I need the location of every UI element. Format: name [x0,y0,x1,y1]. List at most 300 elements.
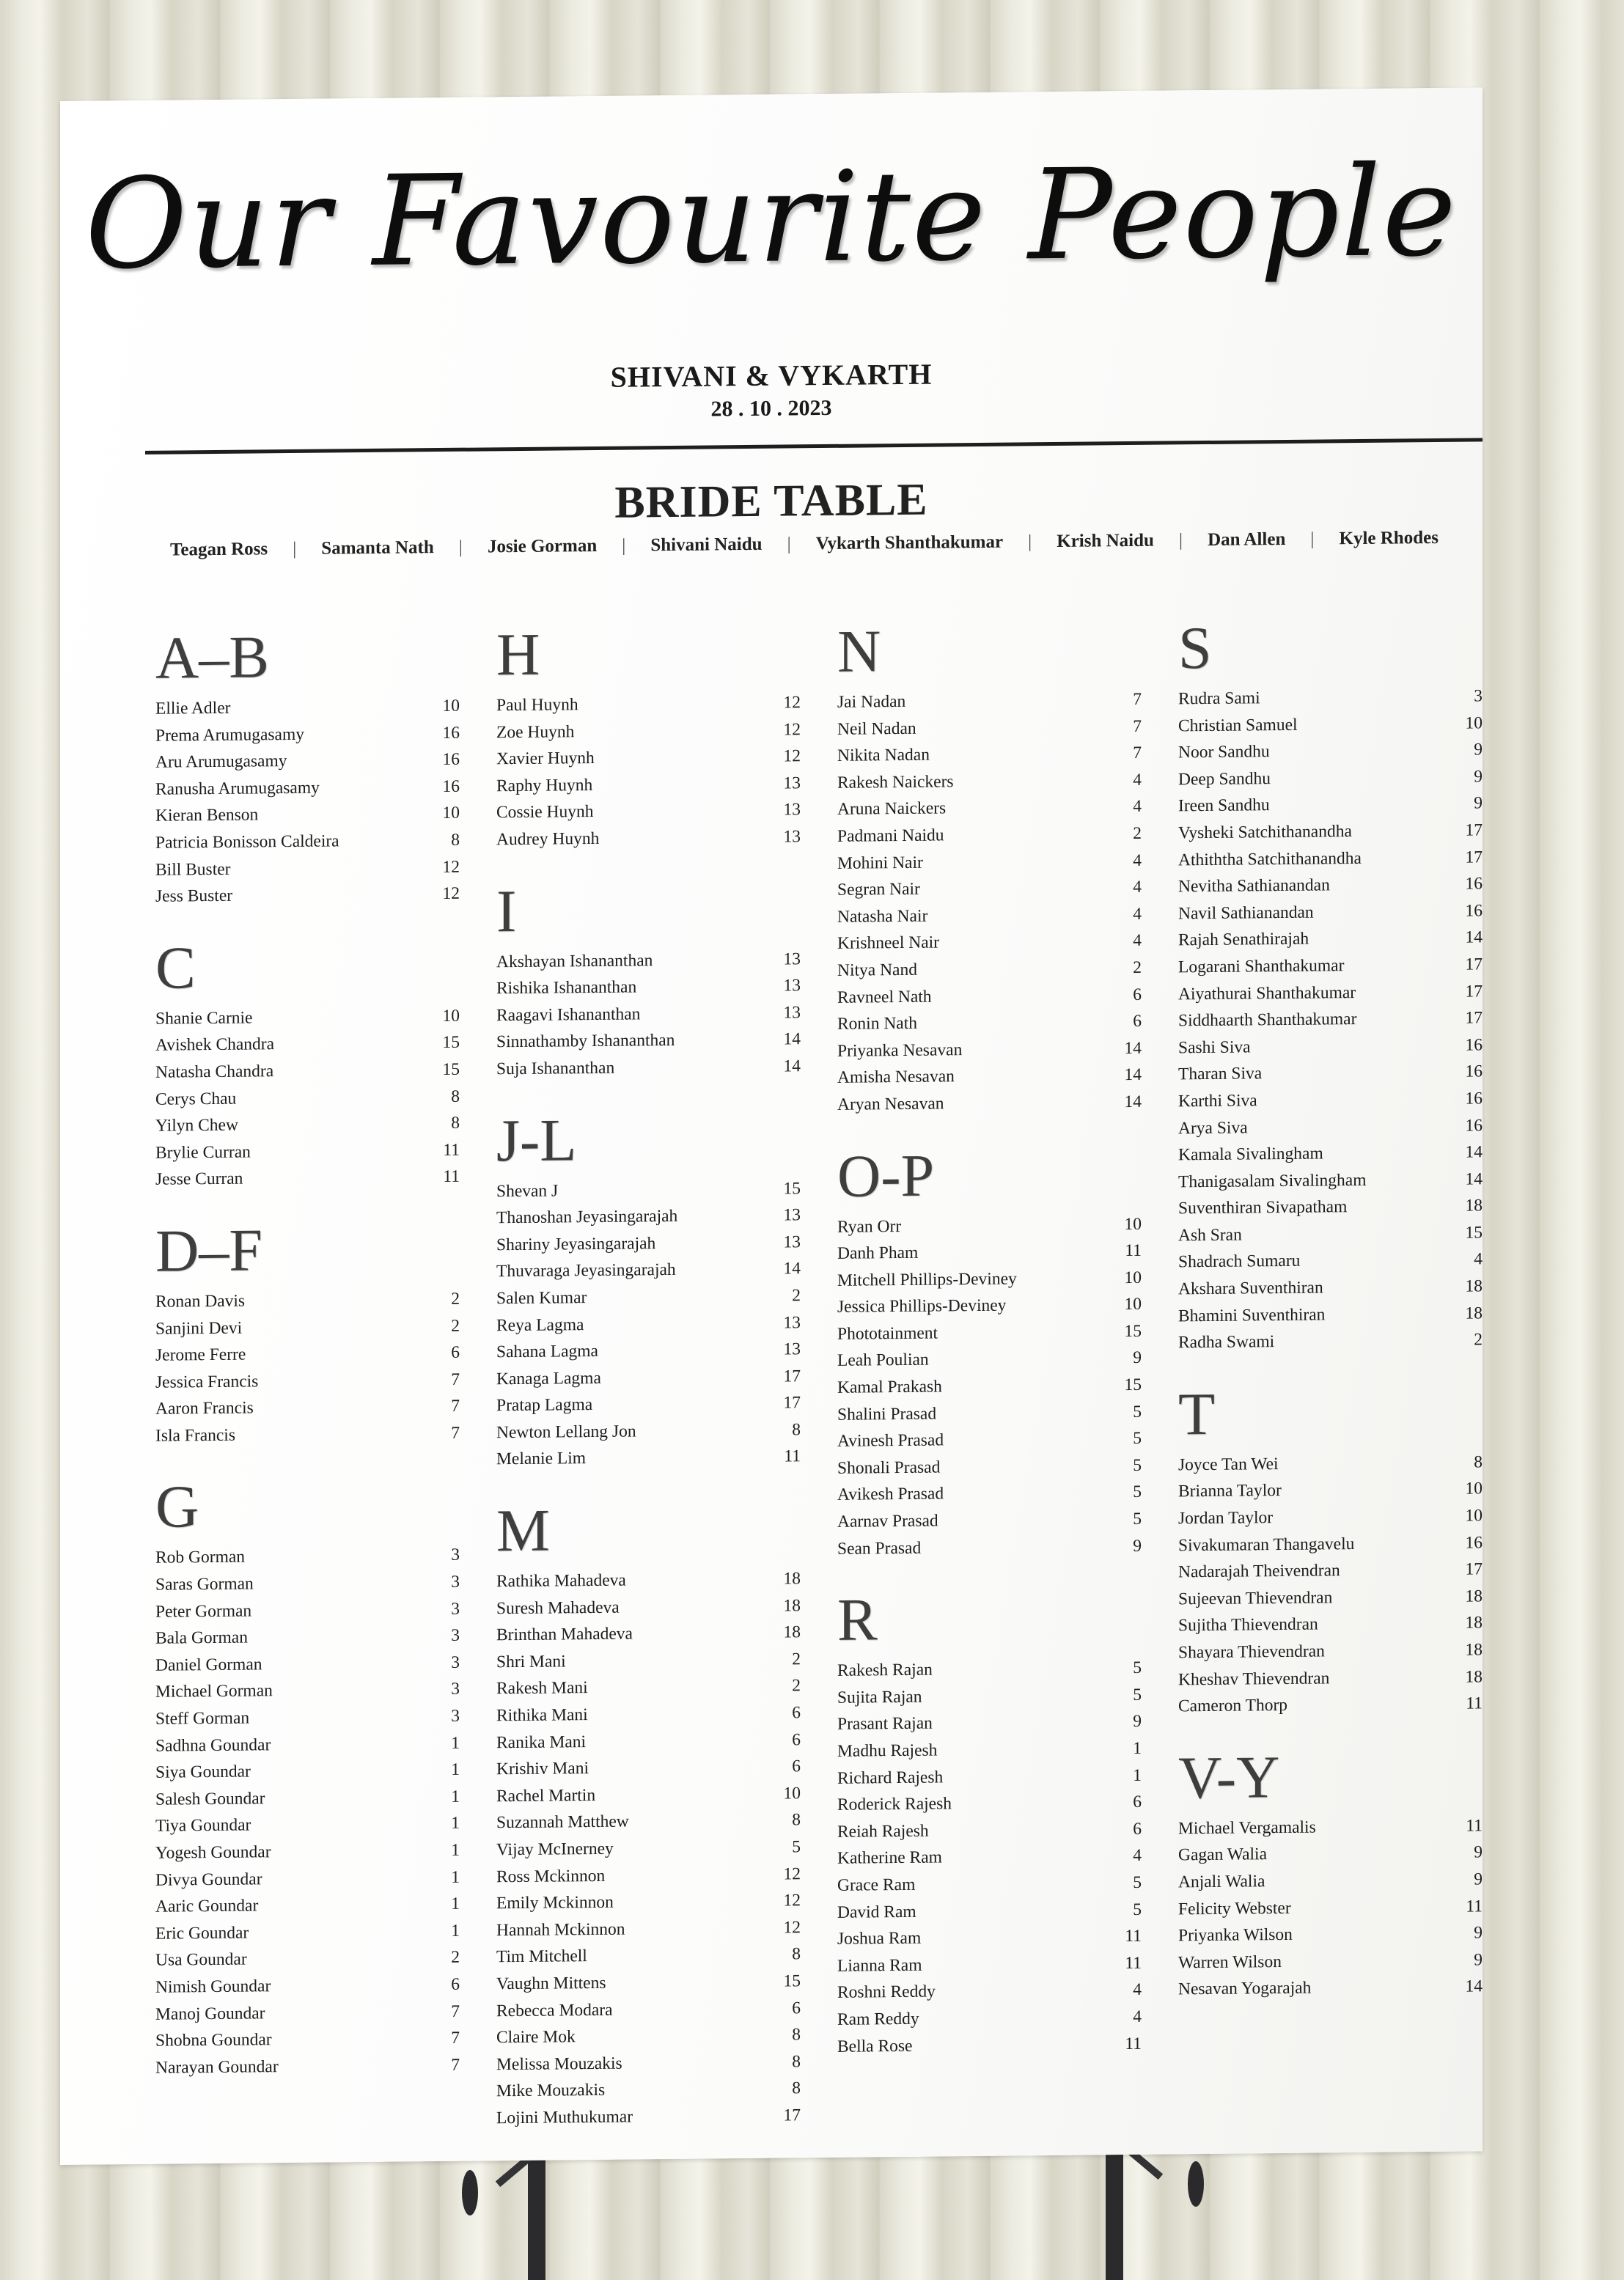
guest-name: Natasha Nair [837,906,928,927]
guest-name: Ash Sran [1178,1225,1242,1246]
guest-row [155,773,467,803]
guest-row [155,2025,467,2055]
table-number: 4 [1133,797,1142,817]
guest-row [155,1837,467,1867]
guest-name: Jerome Ferre [155,1345,246,1365]
guest-name: Rathika Mahadeva [496,1570,626,1592]
guest-row [496,1202,808,1232]
table-number: 11 [443,1140,460,1160]
bride-table-guest: Shivani Naidu [650,534,763,556]
guest-row [155,1163,467,1194]
guest-name: Jessica Phillips-Deviney [837,1295,1007,1317]
guest-row [496,1753,808,1783]
bride-table-guest: Vykarth Shanthakumar [815,532,1004,554]
guest-name: Suventhiran Sivapatham [1178,1197,1348,1218]
table-number: 8 [792,1944,801,1964]
table-number: 18 [783,1622,801,1642]
table-number: 10 [1124,1268,1142,1287]
guest-row [837,927,1149,957]
table-number: 6 [1133,1011,1142,1031]
table-number: 15 [1124,1375,1142,1395]
guest-name: Emily Mckinnon [496,1892,614,1913]
table-number: 15 [1465,1223,1482,1243]
guest-name: Rakesh Mani [496,1678,588,1699]
table-number: 17 [1465,981,1482,1001]
guest-row [837,1264,1149,1294]
guest-name: Aru Arumugasamy [155,751,287,772]
guest-row [496,1673,808,1703]
table-number: 4 [1133,877,1142,897]
guest-row [155,2051,467,2081]
letter-section [1178,1745,1490,2003]
bride-table-guest: Dan Allen [1208,529,1286,550]
table-number: 14 [783,1056,801,1076]
table-number: 13 [783,1312,801,1333]
guest-name: Arya Siva [1178,1117,1248,1138]
table-number: 6 [792,1757,801,1776]
guest-name: Zoe Huynh [496,721,575,742]
guest-name: Brylie Curran [155,1142,251,1163]
table-number: 8 [451,1113,460,1133]
section-letter-heading: D–F [155,1216,262,1284]
guest-row [837,1708,1149,1738]
name-separator: | [787,534,791,554]
guest-name: Krishiv Mani [496,1759,589,1779]
guest-row [837,874,1149,904]
guest-row [155,1136,467,1166]
table-number: 6 [792,1998,801,2018]
guest-row [1178,924,1490,955]
table-number: 2 [1133,823,1142,843]
guest-name: Mitchell Phillips-Deviney [837,1269,1017,1290]
guest-row [496,1444,808,1474]
guest-row [1178,1583,1490,1613]
guest-row [155,827,467,857]
guest-name: Siya Goundar [155,1762,251,1782]
section-letter-heading: R [837,1586,878,1654]
table-number: 7 [451,1397,460,1416]
guest-row [155,1029,467,1059]
guest-row [155,1783,467,1813]
guest-name: Karthi Siva [1178,1091,1257,1111]
guest-name: Mike Mouzakis [496,2081,606,2101]
guest-name: Kheshav Thievendran [1178,1668,1330,1689]
wedding-date: 28 . 10 . 2023 [710,395,832,422]
table-number: 4 [1133,1980,1142,2000]
table-number: 1 [451,1787,460,1806]
guest-row [496,2102,808,2132]
guest-name: Madhu Rajesh [837,1740,938,1761]
guest-row [496,1282,808,1312]
table-number: 14 [783,1259,801,1279]
guest-row [837,1034,1149,1064]
table-number: 12 [783,1864,801,1884]
table-number: 16 [1465,1089,1482,1108]
guest-name: Rishika Ishananthan [496,977,637,999]
name-separator: | [622,535,626,556]
header-divider [145,438,1482,455]
guest-row [1178,1839,1490,1869]
guest-name: Rebecca Modara [496,2000,613,2020]
table-number: 4 [1133,2007,1142,2026]
table-number: 4 [1133,904,1142,924]
table-number: 12 [442,857,460,877]
guest-name: Aiyathurai Shanthakumar [1178,982,1356,1004]
table-number: 18 [1465,1640,1482,1660]
table-number: 11 [1125,1953,1142,1973]
guest-name: Brinthan Mahadeva [496,1624,633,1645]
table-number: 12 [783,1891,801,1911]
guest-row [155,1312,467,1342]
guest-name: Nevitha Sathianandan [1178,875,1330,897]
guest-row [496,1565,808,1595]
guest-row [1178,1556,1490,1586]
table-number: 16 [442,749,460,770]
table-number: 17 [783,1393,801,1413]
guest-name: Roshni Reddy [837,1982,936,2003]
guest-name: Prema Arumugasamy [155,724,304,746]
guest-name: Rajah Senathirajah [1178,929,1309,950]
guest-name: Tharan Siva [1178,1064,1263,1084]
table-number: 7 [451,2028,460,2048]
guest-name: Rakesh Naickers [837,772,954,793]
couple-names: SHIVANI & VYKARTH [610,357,933,394]
table-number: 13 [783,949,801,969]
guest-row [496,1175,808,1205]
guest-name: Danh Pham [837,1243,919,1263]
guest-row [837,1923,1149,1953]
table-number: 7 [451,2055,460,2075]
guest-row [155,1703,467,1733]
guest-name: Kamal Prakash [837,1377,942,1397]
letter-section [837,1587,1149,2060]
guest-name: Paul Huynh [496,695,578,716]
table-number: 18 [1465,1613,1482,1633]
guest-row [837,740,1149,770]
table-number: 13 [783,1003,801,1023]
guest-name: Thanoshan Jeyasingarajah [496,1207,678,1228]
guest-name: Audrey Huynh [496,828,600,850]
guest-row [1178,1449,1490,1479]
guest-row [155,1998,467,2028]
guest-row [155,746,467,776]
table-number: 5 [1133,1685,1142,1705]
guest-row [496,1229,808,1259]
guest-name: Anjali Walia [1178,1872,1265,1892]
guest-name: Divya Goundar [155,1869,262,1890]
table-number: 10 [1465,1479,1482,1499]
guest-row [155,1729,467,1759]
guest-row [837,1896,1149,1926]
guest-name: Rachel Martin [496,1785,596,1806]
guest-row [837,1532,1149,1562]
table-number: 10 [442,1006,460,1026]
section-letter-heading: V-Y [1178,1743,1280,1812]
table-number: 5 [1133,1482,1142,1502]
table-number: 9 [1474,767,1482,787]
table-number: 6 [1133,985,1142,1004]
guest-row [837,2004,1149,2034]
table-number: 10 [1124,1295,1142,1314]
guest-row [155,1676,467,1706]
table-number: 15 [783,1178,801,1199]
guest-name: Joshua Ram [837,1928,922,1949]
table-number: 12 [783,719,801,740]
guest-name: Shonali Prasad [837,1457,941,1478]
guest-name: Nesavan Yogarajah [1178,1978,1312,1999]
table-number: 5 [1133,1402,1142,1422]
table-number: 4 [1474,1249,1482,1269]
guest-name: Ranika Mani [496,1732,587,1752]
section-letter-heading: N [837,617,881,685]
table-number: 16 [1465,1533,1482,1553]
guest-row [837,1345,1149,1375]
guest-columns [155,615,1490,2163]
table-number: 3 [451,1680,460,1699]
table-number: 3 [451,1626,460,1646]
table-number: 13 [783,773,801,793]
guest-name: Sujeevan Thievendran [1178,1588,1333,1609]
section-letter-heading: S [1178,614,1212,682]
guest-row [837,1789,1149,1819]
guest-row [155,1810,467,1840]
table-number: 9 [1474,1869,1482,1889]
guest-row [837,1949,1149,1979]
table-number: 18 [1465,1276,1482,1296]
guest-name: Segran Nair [837,879,920,900]
guest-name: Leah Poulian [837,1350,929,1371]
guest-name: Steff Gorman [155,1708,250,1729]
guest-row [496,1389,808,1419]
table-number: 10 [1465,1506,1482,1526]
table-number: 13 [783,1205,801,1225]
guest-row [155,1595,467,1625]
guest-row [1178,1031,1490,1062]
bride-table-names [170,528,1439,561]
guest-name: Aruna Naickers [837,798,947,820]
guest-row [496,1363,808,1393]
guest-name: Kanaga Lagma [496,1368,601,1389]
guest-row [837,847,1149,877]
guest-name: Navil Sathianandan [1178,902,1314,924]
table-number: 13 [783,1232,801,1252]
guest-name: Shariny Jeyasingarajah [496,1233,656,1255]
guest-row [1178,1663,1490,1694]
guest-row [1178,1919,1490,1949]
guest-row [837,1452,1149,1482]
guest-row [837,1210,1149,1240]
table-number: 3 [451,1545,460,1565]
guest-name: Felicity Webster [1178,1898,1291,1919]
table-number: 9 [1474,740,1482,760]
guest-row [1178,1610,1490,1640]
guest-name: Avishek Chandra [155,1034,275,1056]
guest-name: Richard Rajesh [837,1768,944,1788]
table-number: 18 [783,1595,801,1616]
table-number: 2 [451,1289,460,1309]
section-letter-heading: J-L [496,1106,577,1174]
table-number: 6 [451,1342,460,1362]
guest-row [496,1726,808,1757]
guest-row [1178,763,1490,793]
table-number: 14 [1465,1142,1482,1162]
guest-row [496,1592,808,1622]
guest-name: Rithika Mani [496,1705,588,1726]
guest-name: Raphy Huynh [496,775,593,796]
table-number: 1 [451,1814,460,1834]
table-number: 12 [783,693,801,713]
guest-row [155,800,467,830]
guest-name: Prasant Rajan [837,1713,933,1735]
guest-name: Jessica Francis [155,1372,259,1392]
guest-name: Usa Goundar [155,1949,247,1971]
guest-row [496,972,808,1002]
table-number: 2 [792,1676,801,1696]
table-number: 7 [1133,743,1142,763]
guest-name: Michael Vergamalis [1178,1817,1316,1839]
guest-name: Nitya Nand [837,960,917,980]
guest-name: Ryan Orr [837,1216,902,1237]
letter-section [155,1474,467,2081]
table-number: 11 [1125,1926,1142,1946]
guest-row [837,1291,1149,1321]
guest-row [496,1995,808,2025]
table-number: 7 [451,1423,460,1443]
guest-row [837,793,1149,823]
table-number: 14 [1465,927,1482,947]
table-number: 7 [1133,716,1142,736]
letter-section [496,622,808,853]
guest-name: Sean Prasad [837,1538,922,1559]
guest-row [496,770,808,800]
table-number: 8 [1474,1452,1482,1472]
table-number: 11 [1466,1816,1482,1836]
letter-section [155,625,467,911]
guest-name: Ross Mckinnon [496,1866,606,1886]
guest-name: Daniel Gorman [155,1655,262,1675]
table-number: 10 [442,696,460,716]
guest-row [1178,1193,1490,1223]
guest-row [496,1256,808,1286]
guest-name: Priyanka Wilson [1178,1925,1293,1946]
guest-row [155,1971,467,2001]
guest-row [1178,870,1490,900]
guest-row [837,1976,1149,2007]
guest-name: Rakesh Rajan [837,1660,933,1681]
guest-name: Tiya Goundar [155,1815,251,1836]
guest-name: Cerys Chau [155,1089,237,1109]
table-number: 2 [792,1650,801,1669]
guest-name: Reya Lagma [496,1314,584,1335]
guest-row [496,1416,808,1446]
table-number: 9 [1474,1923,1482,1943]
guest-name: Krishneel Nair [837,933,939,954]
section-letter-heading: A–B [155,623,269,691]
guest-row [837,713,1149,743]
guest-row [837,1655,1149,1685]
guest-row [1178,1327,1490,1357]
guest-name: Raagavi Ishananthan [496,1004,641,1026]
table-number: 11 [784,1446,801,1466]
guest-name: Bill Buster [155,859,231,880]
table-number: 8 [451,1086,460,1106]
guest-name: Rudra Sami [1178,688,1260,709]
guest-row [155,1864,467,1894]
table-number: 16 [1465,1062,1482,1081]
guest-row [1178,736,1490,766]
table-number: 16 [1465,901,1482,921]
guest-row [496,743,808,773]
table-number: 14 [1124,1065,1142,1085]
guest-row [496,1309,808,1339]
guest-column [155,625,467,2163]
table-number: 8 [792,2052,801,2072]
guest-name: Peter Gorman [155,1601,252,1622]
guest-row [1178,1004,1490,1034]
guest-name: Melanie Lim [496,1449,587,1469]
guest-row [496,823,808,853]
guest-name: Ravneel Nath [837,987,932,1007]
guest-row [1178,1166,1490,1196]
guest-name: Sadhna Goundar [155,1735,271,1756]
table-number: 4 [1133,931,1142,951]
table-number: 8 [792,2025,801,2045]
guest-row [155,1420,467,1450]
table-number: 18 [783,1569,801,1589]
table-number: 13 [783,800,801,820]
guest-row [155,1366,467,1396]
guest-name: Phototainment [837,1323,938,1344]
guest-name: Thuvaraga Jeyasingarajah [496,1260,676,1281]
guest-name: Sujitha Thievendran [1178,1614,1318,1636]
guest-row [1178,897,1490,927]
table-number: 4 [1133,1846,1142,1866]
guest-row [155,1622,467,1652]
table-number: 1 [451,1840,460,1860]
guest-name: Salesh Goundar [155,1789,265,1809]
table-number: 1 [451,1921,460,1941]
table-number: 17 [1465,820,1482,840]
guest-name: Kamala Sivalingham [1178,1144,1323,1165]
table-number: 16 [442,723,460,743]
guest-name: Shalini Prasad [837,1404,937,1424]
table-number: 14 [1465,1169,1482,1189]
guest-row [1178,1139,1490,1169]
table-number: 12 [442,883,460,904]
guest-name: Melissa Mouzakis [496,2053,622,2075]
guest-row [496,1053,808,1083]
guest-name: Saras Gorman [155,1574,254,1595]
guest-row [837,900,1149,930]
guest-name: Vijay McInerney [496,1839,614,1860]
guest-name: Aryan Nesavan [837,1094,944,1114]
guest-name: Amisha Nesavan [837,1067,955,1088]
section-letter-heading: G [155,1473,199,1541]
table-number: 13 [783,1339,801,1359]
guest-column [1178,615,1490,2153]
section-letter-heading: M [496,1496,550,1564]
guest-row [837,767,1149,797]
section-letter-heading: T [1178,1380,1216,1448]
guest-row [1178,1246,1490,1276]
guest-name: Priyanka Nesavan [837,1040,963,1061]
guest-name: Ram Reddy [837,2009,919,2029]
guest-row [496,1941,808,1971]
guest-row [155,1286,467,1316]
guest-name: Yilyn Chew [155,1115,238,1136]
table-number: 2 [1133,957,1142,977]
guest-row [496,689,808,719]
